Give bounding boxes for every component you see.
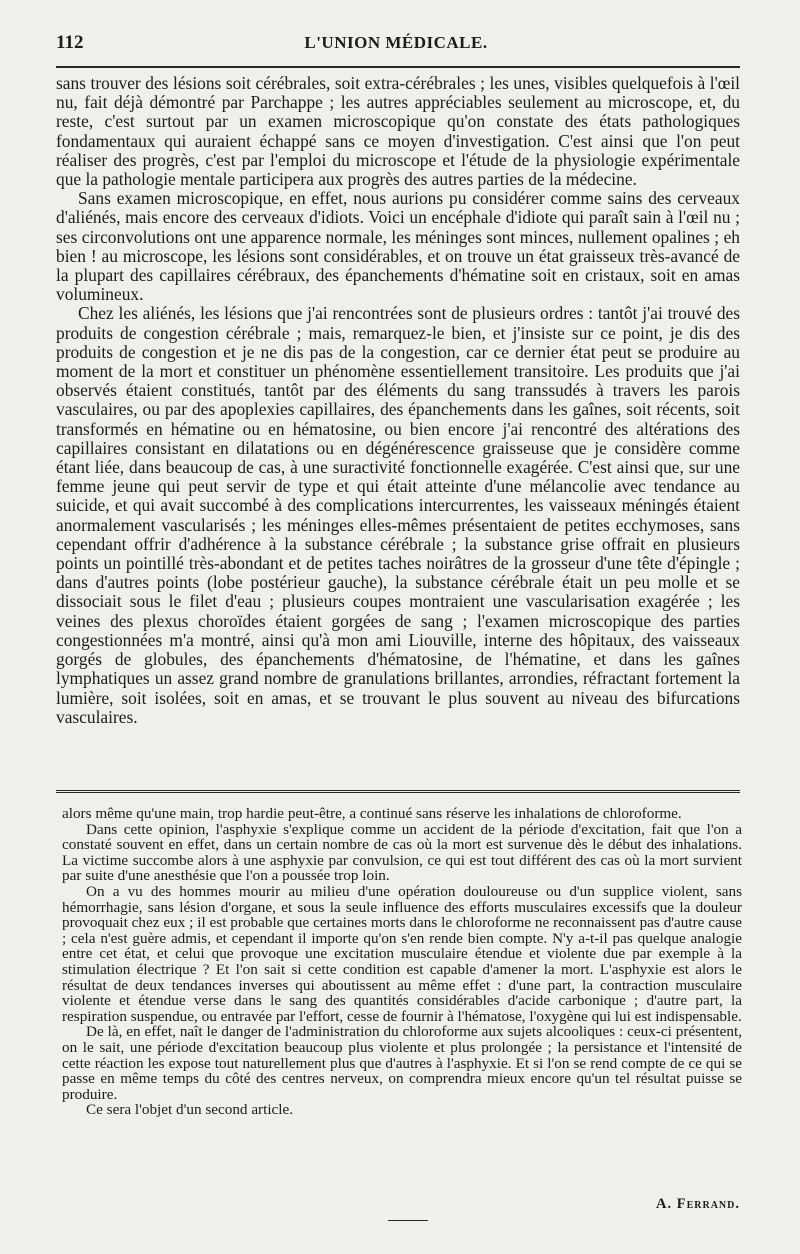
- header-rule: [56, 66, 740, 68]
- page-number: 112: [56, 32, 84, 53]
- feuilleton-text: [62, 806, 742, 1118]
- end-rule: [388, 1220, 428, 1221]
- author-signature: A. Ferrand.: [656, 1196, 740, 1212]
- paragraph: On a vu des hommes mourir au milieu d'une opération douloureuse ou d'un supplice violent, sans hémorrhagie, sans lésion d'organe, et sous la seule influence des efforts musculaires excessifs que la douleur provoquait chez eux ; il est probable que certaines morts dans le chloroforme ne reconnaissent pas d'autre cause ; cela n'est guère admis, et cependant il importe qu'on s'en rende bien compte. N'y a-t-il pas quelque analogie entre cet état, et celui que provoque une excitation musculaire étendue et violente due par exemple à la stimulation électrique ? Et l'on sait si cette condition est capable d'amener la mort. L'asphyxie est alors le résultat de deux tendances inverses qui aboutissent au même effet : d'une part, la contraction musculaire violente et étendue verse dans le sang des quantités considérables d'acide carbonique ; d'autre part, la respiration suspendue, ou entravée par l'effort, cesse de fournir à l'hématose, l'oxygène qui lui est indispensable.: [62, 882, 742, 1025]
- paragraph: Ce sera l'objet d'un second article.: [86, 1101, 294, 1119]
- paragraph: Sans examen microscopique, en effet, nous aurions pu considérer comme sains des cerveaux d'aliénés, mais encore des cerveaux d'idiots. Voici un encéphale d'idiote qui paraît sain à l'œil nu ; ses circonvolutions ont une apparence normale, les méninges sont minces, nullement opalines ; eh bien ! au microscope, les lésions sont considérables, et on trouve un état graisseux très-avancé de la plupart des capillaires cérébraux, des épanchements d'hématine soit en cristaux, soit en amas volumineux.: [56, 188, 740, 305]
- main-text: [56, 74, 740, 727]
- journal-title: L'UNION MÉDICALE.: [304, 33, 488, 52]
- paragraph: Chez les aliénés, les lésions que j'ai rencontrées sont de plusieurs ordres : tantôt j'ai trouvé des produits de congestion cérébrale ; mais, remarquez-le bien, et j'insiste sur ce point, je dis des produits de congestion et je ne dis pas de la congestion, car ce dernier état peut se produire au moment de la mort et constituer un phénomène essentiellement transitoire. Les produits que j'ai observés étaient constitués, tantôt par des éléments du sang transsudés à travers les parois vasculaires, ou par des apoplexies capillaires, des épanchements dans les gaînes, soit récents, soit transformés en hématine ou en hématosine, ou bien encore j'ai rencontré des altérations des capillaires consistant en dilatations ou en dégénérescence graisseuse que je considère comme étant liée, dans beaucoup de cas, à une suractivité fonctionnelle exagérée. C'est ainsi que, sur une femme jeune qui peut servir de type et qui était atteinte d'une mélancolie avec tendance au suicide, et qui avait succombé à des complications intercurrentes, les vaisseaux méningés étaient anormalement vascularisés ; les méninges elles-mêmes présentaient de petites ecchymoses, sans cependant offrir d'adhérence à la substance cérébrale ; la substance grise offrait en plusieurs points un pointillé très-abondant et de petites taches noirâtres de la grosseur d'une tête d'épingle ; dans d'autres points (lobe postérieur gauche), la substance cérébrale était un peu molle et se dissociait sous le filet d'eau ; plusieurs coupes montraient une vascularisation exagérée ; les veines des plexus choroïdes étaient gorgées de sang ; l'examen microscopique des parties congestionnées m'a montré, ainsi qu'à mon ami Liouville, interne des hôpitaux, des vaisseaux gorgés de globules, des épanchements d'hématosine, de l'hématine, et dans les gaînes lymphatiques un assez grand nombre de granulations brillantes, arrondies, réfractant fortement la lumière, soit isolées, soit en amas, et se trouvant le plus souvent au niveau des bifurcations vasculaires.: [56, 303, 740, 727]
- paragraph: sans trouver des lésions soit cérébrales, soit extra-cérébrales ; les unes, visibles quelquefois à l'œil nu, fait déjà démontré par Parchappe ; les autres appréciables seulement au microscope, et, du reste, c'est surtout par un examen microscopique qu'on constate des états pathologiques fondamentaux qui auraient échappé sans ce moyen d'investigation. C'est ainsi que l'on peut réaliser des progrès, c'est par l'emploi du microscope et l'étude de la physiologie expérimentale que la pathologie mentale participera aux progrès des autres parties de la médecine.: [56, 73, 740, 190]
- paragraph: De là, en effet, naît le danger de l'administration du chloroforme aux sujets alcooliques : ceux-ci présentent, on le sait, une période d'excitation beaucoup plus violente et plus prolongée ; la persistance et l'intensité de cette réaction les expose tout naturellement plus que d'autres à l'asphyxie. Et si l'on se rend compte de ce qui se passe en même temps du côté des centres nerveux, on comprendra mieux encore qu'un tel résultat puisse se produire.: [62, 1023, 742, 1103]
- paragraph: alors même qu'une main, trop hardie peut-être, a continué sans réserve les inhalations de chloroforme.: [62, 805, 682, 822]
- section-divider: [56, 790, 740, 795]
- page-header: [56, 30, 736, 58]
- paragraph: Dans cette opinion, l'asphyxie s'explique comme un accident de la période d'excitation, fait que l'on a constaté souvent en effet, dans un certain nombre de cas où la mort est survenue dès le début des inhalations. La victime succombe alors à une asphyxie par convulsion, ce qui est tout différent des cas où la mort survient par suite d'une anesthésie que l'on a poussée trop loin.: [62, 820, 742, 885]
